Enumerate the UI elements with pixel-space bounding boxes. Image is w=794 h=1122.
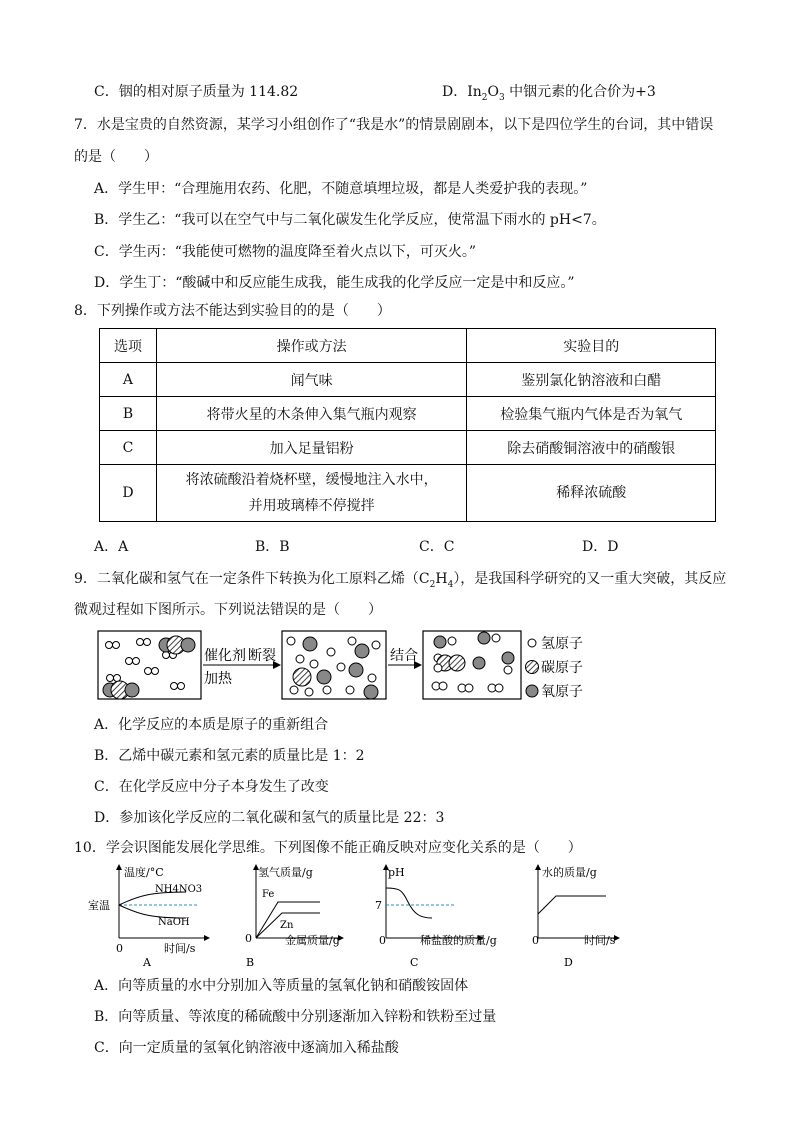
row-option: A <box>100 363 157 397</box>
graph-c-ylabel: pH <box>388 866 405 879</box>
legend-carbon: 碳原子 <box>541 660 583 676</box>
q7-option-d: D．学生丁：“酸碱中和反应能生成我，能生成我的化学反应一定是中和反应。” <box>94 275 575 291</box>
q7-stem-line2: 的是（ ） <box>74 149 158 165</box>
q9-stem-line2: 微观过程如下图所示。下列说法错误的是（ ） <box>74 602 382 618</box>
header-goal: 实验目的 <box>467 329 716 363</box>
q8-stem: 8．下列操作或方法不能达到实验目的的是（ ） <box>74 303 391 319</box>
row-goal: 鉴别氯化钠溶液和白醋 <box>467 363 716 397</box>
row-method: 将浓硫酸沿着烧杯壁，缓慢地注入水中， 并用玻璃棒不停搅拌 <box>156 465 466 522</box>
q10-stem: 10．学会识图能发展化学思维。下列图像不能正确反映对应变化关系的是（ ） <box>74 840 582 856</box>
q7-option-c: C．学生丙：“我能使可燃物的温度降至着火点以下，可灭火。” <box>94 244 477 260</box>
arrow1-condition-top: 催化剂 <box>204 648 246 664</box>
table-row <box>100 465 716 522</box>
header-option: 选项 <box>100 329 157 363</box>
q10-option-c: C．向一定质量的氢氧化钠溶液中逐滴加入稀盐酸 <box>94 1040 399 1056</box>
q8-answer-b: B．B <box>255 539 290 555</box>
q8-table <box>99 328 716 522</box>
graph-b-upper-label: Fe <box>262 889 275 900</box>
row-option: C <box>100 431 157 465</box>
graph-b-lower-label: Zn <box>280 920 294 931</box>
graph-a-origin: 0 <box>116 942 123 955</box>
q9-reaction-figure <box>96 628 616 704</box>
q10-graph-a <box>88 862 228 968</box>
oxygen-atom-icon <box>526 685 538 697</box>
q9-option-a: A．化学反应的本质是原子的重新组合 <box>94 717 329 733</box>
row-goal: 除去硝酸铜溶液中的硝酸银 <box>467 431 716 465</box>
q9-option-c: C．在化学反应中分子本身发生了改变 <box>94 779 329 795</box>
q6-option-d: D．$In_2O_3$ 中铟元素的化合价为+3 <box>442 84 656 103</box>
q6-option-c: C．铟的相对原子质量为 114.82 <box>94 84 299 100</box>
graph-a-upper-label: NH4NO3 <box>155 884 203 895</box>
graph-c-tag: C <box>410 956 419 968</box>
graph-b-tag: B <box>246 956 255 968</box>
q9-option-d: D．参加该化学反应的二氧化碳和氢气的质量比是 22：3 <box>94 810 445 826</box>
header-method: 操作或方法 <box>156 329 466 363</box>
table-row <box>100 431 716 465</box>
graph-a-lower-label: NaOH <box>158 917 190 928</box>
row-goal: 稀释浓硫酸 <box>467 465 716 522</box>
arrow1-condition-bottom: 加热 <box>204 671 232 687</box>
graph-d-tag: D <box>564 956 573 968</box>
q9-option-b: B．乙烯中碳元素和氢元素的质量比是 1：2 <box>94 748 365 764</box>
q8-answer-c: C．C <box>419 539 455 555</box>
legend-oxygen: 氧原子 <box>541 684 583 700</box>
graph-b-ylabel: 氢气质量/g <box>258 866 313 879</box>
q10-graph-d <box>528 862 638 968</box>
graph-a-xlabel: 时间/s <box>164 942 196 955</box>
row-method: 闻气味 <box>156 363 466 397</box>
graph-c-origin: 0 <box>379 934 386 947</box>
q8-answer-a: A．A <box>94 539 129 555</box>
row-goal: 检验集气瓶内气体是否为氧气 <box>467 397 716 431</box>
graph-d-origin: 0 <box>532 934 539 947</box>
graph-d-xlabel: 时间/s <box>584 934 616 947</box>
legend-hydrogen: 氢原子 <box>541 636 583 652</box>
q9-stem-line1: 9．二氧化碳和氢气在一定条件下转换为化工原料乙烯$(C_2H_4)$，是我国科学研究的又一重大突破，其反应 <box>74 571 727 590</box>
row-method: 将带火星的木条伸入集气瓶内观察 <box>156 397 466 431</box>
graph-b-origin: 0 <box>245 932 252 945</box>
q10-graph-b <box>240 862 360 968</box>
carbon-atom-icon <box>526 661 539 674</box>
arrow1-condition-right: 断裂 <box>248 648 276 664</box>
q7-option-a: A．学生甲：“合理施用农药、化肥，不随意填埋垃圾，都是人类爱护我的表现。” <box>94 181 588 197</box>
q8-answer-d: D．D <box>582 539 619 555</box>
table-header-row <box>100 329 716 363</box>
row-option: D <box>100 465 157 522</box>
graph-a-ylabel: 温度/°C <box>124 866 164 879</box>
q10-graph-c <box>370 862 520 968</box>
q7-option-b: B．学生乙：“我可以在空气中与二氧化碳发生化学反应，使常温下雨水的 pH<7。 <box>94 212 606 228</box>
row-method: 加入足量铝粉 <box>156 431 466 465</box>
graph-b-xlabel: 金属质量/g <box>285 934 340 947</box>
graph-c-xlabel: 稀盐酸的质量/g <box>420 934 497 947</box>
table-row <box>100 363 716 397</box>
arrow2-condition: 结合 <box>390 648 418 664</box>
graph-d-ylabel: 水的质量/g <box>542 866 597 879</box>
q7-stem-line1: 7．水是宝贵的自然资源，某学习小组创作了“我是水”的情景剧剧本，以下是四位学生的台词，其中错误 <box>74 117 714 133</box>
q10-option-b: B．向等质量、等浓度的稀硫酸中分别逐渐加入锌粉和铁粉至过量 <box>94 1009 497 1025</box>
table-row <box>100 397 716 431</box>
graph-c-ref-label: 7 <box>375 899 382 912</box>
q10-option-a: A．向等质量的水中分别加入等质量的氢氧化钠和硝酸铵固体 <box>94 978 469 994</box>
graph-a-ref-label: 室温 <box>88 899 110 912</box>
graph-a-tag: A <box>143 956 151 968</box>
row-option: B <box>100 397 157 431</box>
hydrogen-atom-icon <box>528 639 536 647</box>
